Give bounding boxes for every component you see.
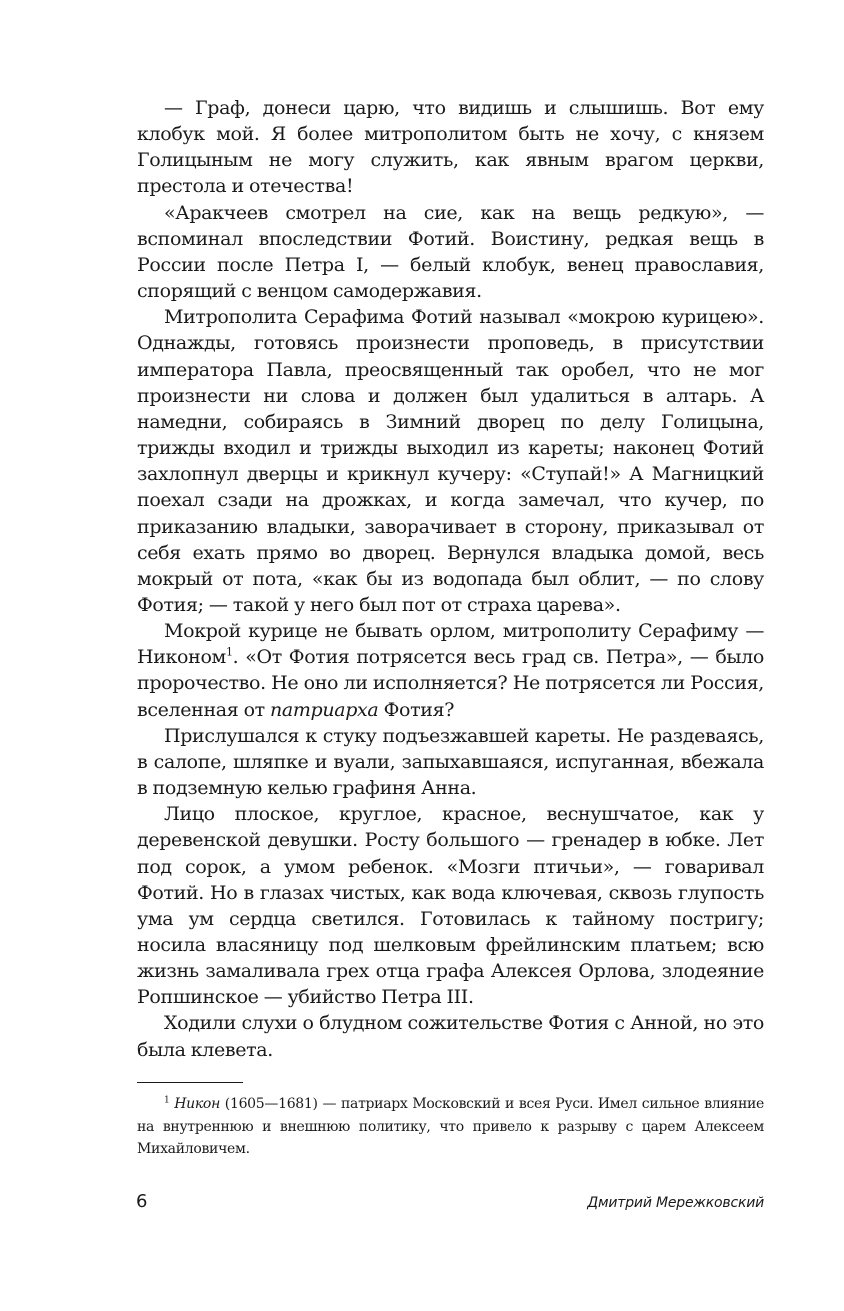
paragraph-4 — [137, 618, 764, 723]
paragraph-2: «Аракчеев смотрел на сие, как на вещь редкую», — вспоминал впоследствии Фотий. Воистину, редкая вещь в России после Петра I, — белый клобук, венец православия, спорящий с венцом самодержавия. — [137, 201, 764, 303]
footnote-divider — [137, 1082, 243, 1083]
page-number: 6 — [136, 1191, 148, 1212]
footnote-reference[interactable]: 1 — [225, 645, 233, 659]
footnote-name: Никон — [174, 1096, 220, 1112]
footnote — [137, 1093, 764, 1161]
running-title: Дмитрий Мережковский — [587, 1195, 764, 1211]
paragraph-7: Ходили слухи о блудном сожительстве Фотия с Анной, но это была клевета. — [137, 1012, 764, 1061]
footnote-text: (1605—1681) — патриарх Московский и всея Руси. Имел сильное влияние на внутреннюю и внешнюю политику, что привело к разрыву с царем Алексеем Михайловичем. — [137, 1096, 764, 1157]
paragraph-1: — Граф, донеси царю, что видишь и слышишь. Вот ему клобук мой. Я более митрополитом быть не хочу, с князем Голицыным не могу служить, как явным врагом церкви, престола и отечества! — [137, 97, 764, 198]
paragraph-5: Прислушался к стуку подъезжавшей кареты. Не раздеваясь, в салопе, шляпке и вуали, запыхавшаяся, испуганная, вбежала в подземную келью графиня Анна. — [137, 724, 764, 800]
paragraph-6: Лицо плоское, круглое, красное, веснушчатое, как у деревенской девушки. Росту большого — гренадер в юбке. Лет под сорок, а умом ребенок. «Мозги птичьи», — говаривал Фотий. Но в глазах чистых, как вода ключевая, сквозь глупость ума ум сердца светился. Готовилась к тайному постригу; носила власяницу под шелковым фрейлинским платьем; всю жизнь замаливала грех отца графа Алексея Орлова, злодеяние Ропшинское — убийство Петра III. — [137, 803, 764, 1009]
main-text — [137, 95, 764, 1063]
italic-emphasis: патриарха — [270, 698, 379, 721]
paragraph-4-part-3: Фотия? — [378, 698, 455, 721]
paragraph-3: Митрополита Серафима Фотий называл «мокрою курицею». Однажды, готовясь произнести проповедь, в присутствии императора Павла, преосвященный так оробел, что не мог произнести ни слова и должен был удалиться в алтарь. А намедни, собираясь в Зимний дворец по делу Голицына, трижды входил и трижды выходил из кареты; наконец Фотий захлопнул дверцы и крикнул кучеру: «Ступай!» А Магницкий поехал сзади на дрожках, и когда замечал, что кучер, по приказанию владыки, заворачивает в сторону, приказывал от себя ехать прямо во дворец. Вернулся владыка домой, весь мокрый от пота, «как бы из водопада был облит, — по слову Фотия; — такой у него был пот от страха царева». — [137, 306, 764, 616]
paragraph-4-part-1: Мокрой курице не бывать орлом, митрополиту Серафиму — Никоном — [137, 620, 764, 669]
paragraph-4-part-2: . «От Фотия потрясется весь град св. Петра», — было пророчество. Не оно ли исполняется? Не потрясется ли Россия, вселенная от — [137, 646, 764, 721]
footnote-number: 1 — [164, 1095, 170, 1106]
